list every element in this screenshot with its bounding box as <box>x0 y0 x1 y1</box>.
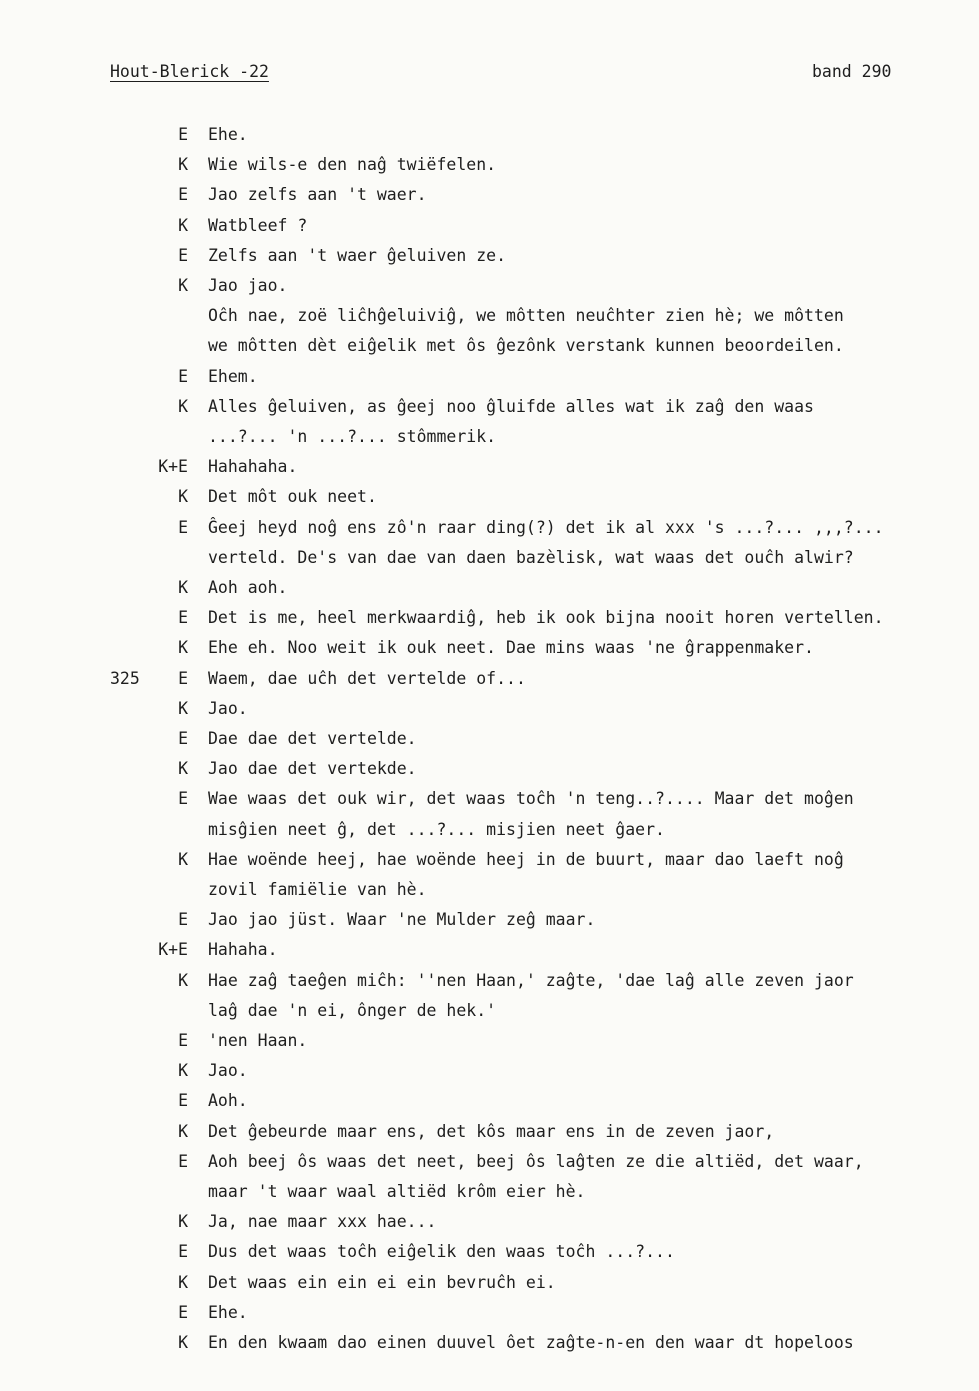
utterance-text: Jao jao. <box>208 276 288 295</box>
utterance-text: Hahaha. <box>208 940 278 960</box>
utterance-text: Dus det waas toĉh eiĝelik den waas toĉh ...?... <box>208 1242 675 1262</box>
utterance-text: Hae zaĝ taeĝen miĉh: ''nen Haan,' zaĝte, 'dae laĝ alle zeven jaor <box>208 970 854 990</box>
utterance-text: we môtten dèt eiĝelik met ôs ĝezônk verstank kunnen beoordeilen. <box>208 336 844 356</box>
speaker-label: K <box>178 1212 188 1232</box>
speaker-label: K <box>178 276 188 295</box>
speaker-label: K <box>178 487 188 507</box>
utterance-text: Jao zelfs aan 't waer. <box>208 185 427 205</box>
speaker-label: E <box>178 1302 188 1322</box>
utterance-text: Ehe eh. Noo weit ik ouk neet. Dae mins waas 'ne ĝrappenmaker. <box>208 638 814 658</box>
speaker-label: E <box>178 245 188 265</box>
speaker-label: K+E <box>158 940 188 960</box>
speaker-label: K+E <box>158 457 188 477</box>
speaker-label: E <box>178 789 188 809</box>
speaker-label: K <box>178 638 188 658</box>
speaker-label: E <box>178 729 188 748</box>
utterance-text: verteld. De's van dae van daen bazèlisk, wat waas det ouĉh alwir? <box>208 547 854 567</box>
utterance-text: 'nen Haan. <box>208 1031 308 1050</box>
utterance-text: Det môt ouk neet. <box>208 487 377 507</box>
utterance-text: Aoh aoh. <box>208 578 288 597</box>
utterance-text: Ehem. <box>208 366 258 386</box>
utterance-text: laĝ dae 'n ei, ônger de hek.' <box>208 1000 497 1020</box>
speaker-label: K <box>178 698 188 718</box>
line-number: 325 <box>110 668 140 688</box>
utterance-text: Wae waas det ouk wir, det waas toĉh 'n teng..?.... Maar det moĝen <box>208 789 854 809</box>
speaker-label: K <box>178 1333 188 1352</box>
speaker-label: E <box>178 517 188 537</box>
page-header-right: band 290 <box>812 62 892 81</box>
utterance-text: Ehe. <box>208 125 248 144</box>
speaker-label: E <box>178 1091 188 1111</box>
utterance-text: ...?... 'n ...?... stômmerik. <box>208 427 497 446</box>
speaker-label: E <box>178 366 188 386</box>
speaker-label: K <box>178 849 188 869</box>
speaker-label: E <box>178 668 188 688</box>
speaker-label: K <box>178 155 188 175</box>
utterance-text: misĝien neet ĝ, det ...?... misjien neet ĝaer. <box>208 819 665 839</box>
utterance-text: Ĝeej heyd noĝ ens zô'n raar ding(?) det ik al xxx 's ...?... ,,,?... <box>208 517 884 537</box>
utterance-text: Hahahaha. <box>208 457 298 477</box>
utterance-text: zovil famiëlie van hè. <box>208 880 427 899</box>
speaker-label: K <box>178 1272 188 1292</box>
speaker-label: K <box>178 215 188 235</box>
utterance-text: Aoh. <box>208 1091 248 1111</box>
utterance-text: Det ĝebeurde maar ens, det kôs maar ens in de zeven jaor, <box>208 1121 775 1141</box>
speaker-label: K <box>178 1121 188 1141</box>
speaker-label: K <box>178 759 188 779</box>
utterance-text: Jao. <box>208 1061 248 1081</box>
speaker-label: K <box>178 970 188 990</box>
utterance-text: Det is me, heel merkwaardiĝ, heb ik ook bijna nooit horen vertellen. <box>208 608 884 628</box>
speaker-label: E <box>178 1031 188 1050</box>
utterance-text: Wie wils-e den naĝ twiëfelen. <box>208 155 497 175</box>
speaker-label: K <box>178 1061 188 1081</box>
utterance-text: En den kwaam dao einen duuvel ôet zaĝte-n-en den waar dt hopeloos <box>208 1333 854 1352</box>
utterance-text: Dae dae det vertelde. <box>208 729 417 748</box>
utterance-text: Jao dae det vertekde. <box>208 759 417 779</box>
utterance-text: Det waas ein ein ei ein bevruĉh ei. <box>208 1272 556 1292</box>
speaker-label: E <box>178 1242 188 1262</box>
speaker-label: E <box>178 1151 188 1171</box>
utterance-text: Aoh beej ôs waas det neet, beej ôs laĝten ze die altiëd, det waar, <box>208 1151 864 1171</box>
speaker-label: E <box>178 185 188 205</box>
speaker-label: E <box>178 125 188 144</box>
speaker-label: K <box>178 396 188 416</box>
utterance-text: Ja, nae maar xxx hae... <box>208 1212 437 1232</box>
speaker-label: E <box>178 910 188 930</box>
page-header-left: Hout-Blerick -22 <box>110 62 269 81</box>
utterance-text: Jao. <box>208 698 248 718</box>
utterance-text: Waem, dae uĉh det vertelde of... <box>208 668 526 688</box>
utterance-text: Alles ĝeluiven, as ĝeej noo ĝluifde alles wat ik zaĝ den waas <box>208 396 814 416</box>
utterance-text: Hae woënde heej, hae woënde heej in de buurt, maar dao laeft noĝ <box>208 849 844 869</box>
utterance-text: maar 't waar waal altiëd krôm eier hè. <box>208 1182 586 1201</box>
speaker-label: K <box>178 578 188 597</box>
speaker-label: E <box>178 608 188 628</box>
utterance-text: Ehe. <box>208 1302 248 1322</box>
utterance-text: Jao jao jüst. Waar 'ne Mulder zeĝ maar. <box>208 910 596 930</box>
utterance-text: Watbleef ? <box>208 215 308 235</box>
utterance-text: Oĉh nae, zoë liĉhĝeluiviĝ, we môtten neuĉhter zien hè; we môtten <box>208 306 844 326</box>
utterance-text: Zelfs aan 't waer ĝeluiven ze. <box>208 245 507 265</box>
